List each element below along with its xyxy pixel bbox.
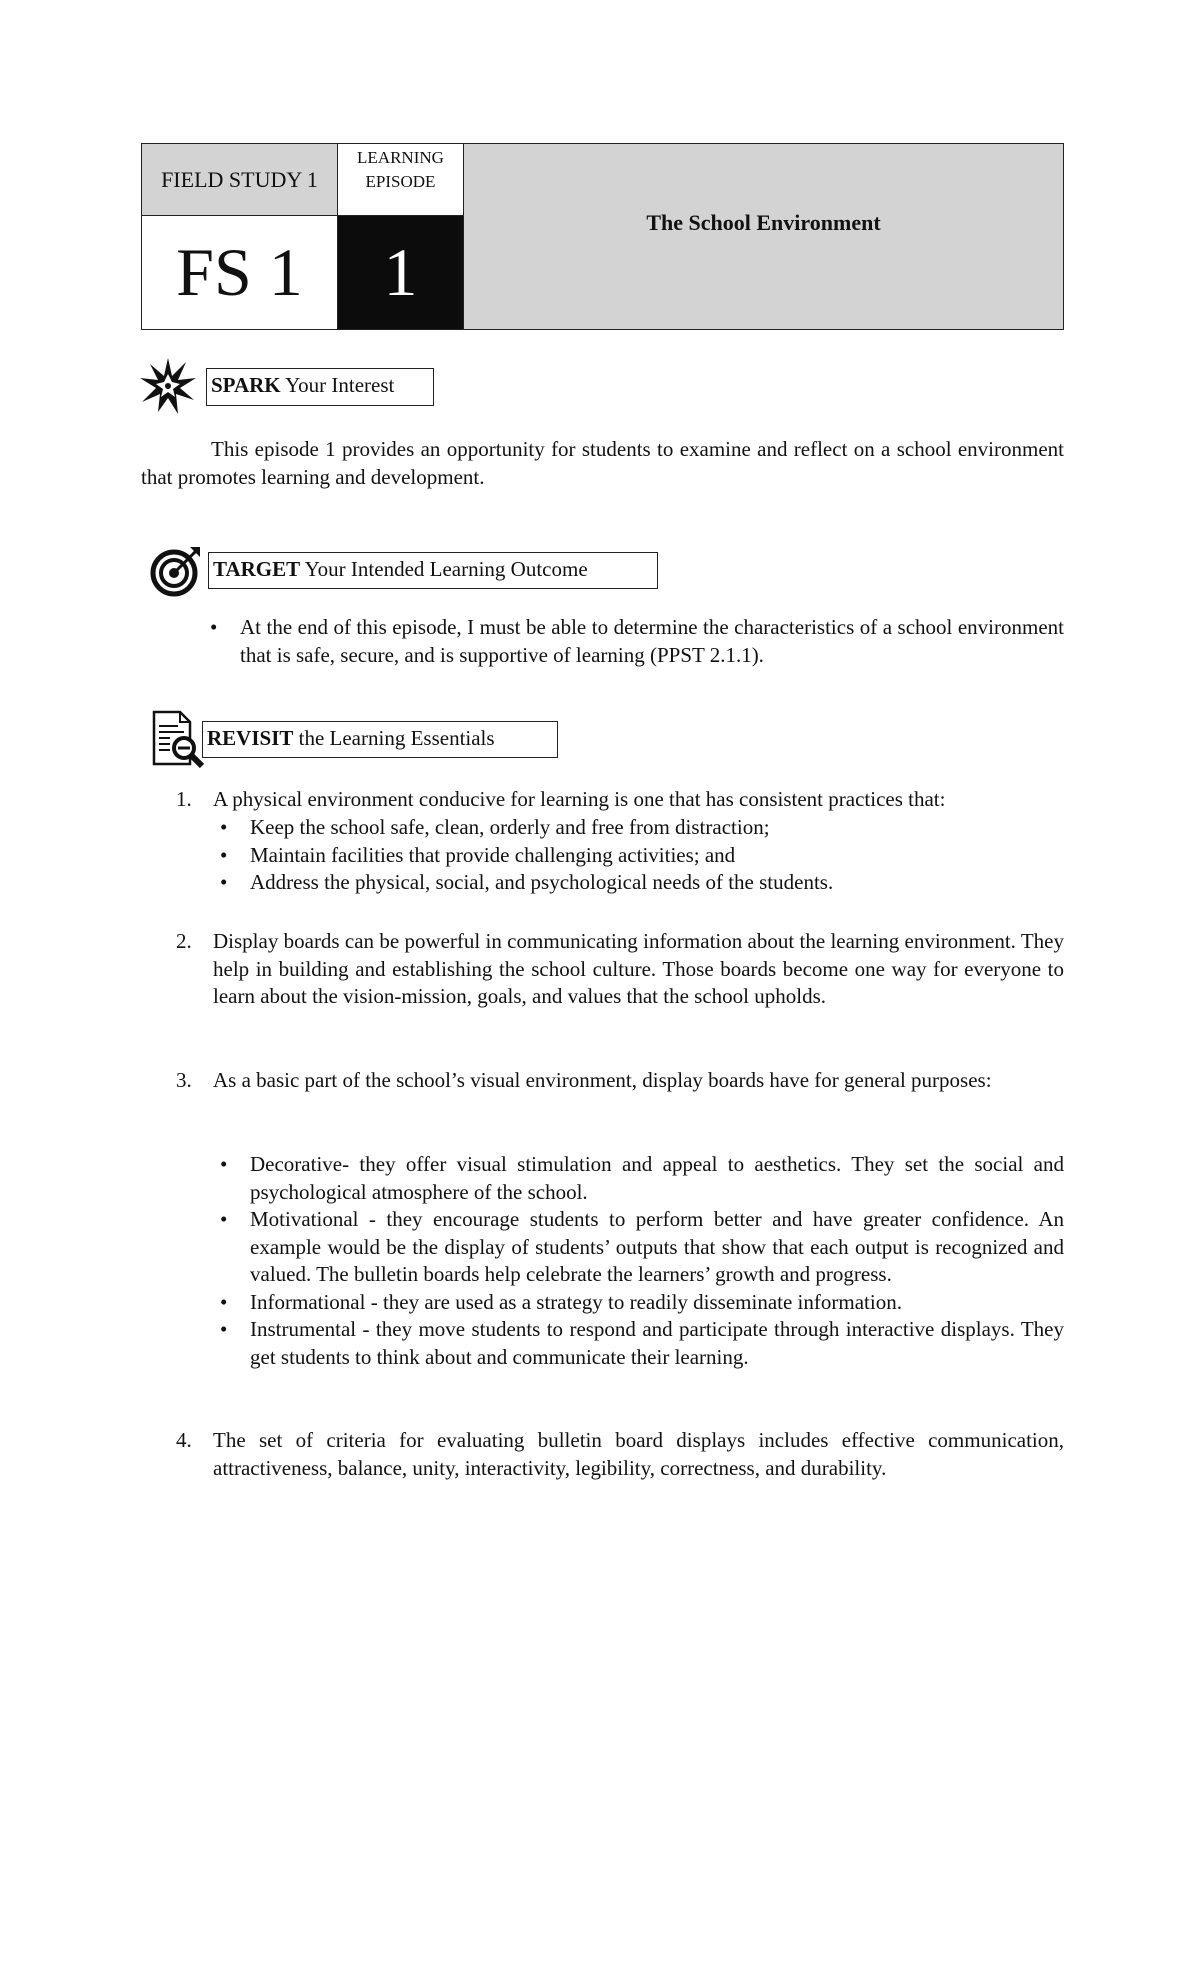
spark-label (206, 368, 434, 406)
target-icon (150, 543, 204, 597)
spark-rest: Your Interest (280, 373, 395, 397)
document-search-icon (150, 710, 206, 770)
episode-number: 1 (383, 234, 418, 310)
revisit-label (202, 721, 558, 758)
episode-title: The School Environment (646, 210, 881, 235)
fs-cell (142, 216, 338, 329)
field-study-cell (142, 144, 338, 216)
list-item: • Motivational - they encourage students to perform better and have greater confidence. An example would be the display of students’ outputs that show that each output is recognized and valued. The bulletin boards help celebrate the learners’ growth and progress. (250, 1206, 1064, 1289)
target-bullet-list (240, 614, 1064, 669)
list-item: • At the end of this episode, I must be able to determine the characteristics of a school environment that is safe, secure, and is supportive of learning (PPST 2.1.1). (240, 614, 1064, 669)
list-item: • Maintain facilities that provide challenging activities; and (250, 842, 1064, 870)
target-label (208, 552, 658, 589)
revisit-rest: the Learning Essentials (293, 726, 495, 750)
item-number: 1. (176, 787, 192, 811)
list-item: • Decorative- they offer visual stimulation and appeal to aesthetics. They set the social and psychological atmosphere of the school. (250, 1151, 1064, 1206)
target-rest: Your Intended Learning Outcome (300, 557, 588, 581)
item-text: A physical environment conducive for learning is one that has consistent practices that: (213, 787, 946, 811)
revisit-item-2 (176, 928, 1064, 1011)
list-item: • Keep the school safe, clean, orderly and free from distraction; (250, 814, 1064, 842)
list-item: • Instrumental - they move students to respond and participate through interactive displays. They get students to think about and communicate their learning. (250, 1316, 1064, 1371)
revisit-item-3-bullets (250, 1151, 1064, 1371)
episode-number-cell (338, 216, 464, 329)
item-number: 3. (176, 1068, 192, 1092)
revisit-item-1 (176, 786, 1064, 814)
item-text: As a basic part of the school’s visual environment, display boards have for general purposes: (213, 1068, 992, 1092)
fs-label: FS 1 (176, 234, 303, 310)
revisit-item-3 (176, 1067, 1064, 1095)
title-cell (464, 144, 1063, 329)
revisit-item-4 (176, 1427, 1064, 1482)
item-number: 4. (176, 1428, 192, 1452)
item-text: The set of criteria for evaluating bulletin board displays includes effective communication, attractiveness, balance, unity, interactivity, legibility, correctness, and durability. (213, 1428, 1064, 1480)
episode-header (141, 143, 1064, 330)
list-item: • Informational - they are used as a strategy to readily disseminate information. (250, 1289, 1064, 1317)
learning-episode-cell (338, 144, 464, 216)
item-text: Display boards can be powerful in communicating information about the learning environment. They help in building and establishing the school culture. Those boards become one way for everyone to learn about the vision-mission, goals, and values that the school upholds. (213, 929, 1064, 1008)
spark-bold: SPARK (211, 373, 281, 397)
target-bold: TARGET (213, 557, 301, 581)
starburst-icon (138, 356, 198, 416)
learning-episode-label: LEARNING EPISODE (357, 148, 444, 191)
field-study-label: FIELD STUDY 1 (161, 166, 318, 192)
revisit-bold: REVISIT (207, 726, 294, 750)
spark-paragraph (141, 436, 1064, 491)
spark-text: This episode 1 provides an opportunity for students to examine and reflect on a school environment that promotes learning and development. (141, 437, 1064, 489)
revisit-item-1-bullets (250, 814, 1064, 897)
item-number: 2. (176, 929, 192, 953)
list-item: • Address the physical, social, and psychological needs of the students. (250, 869, 1064, 897)
